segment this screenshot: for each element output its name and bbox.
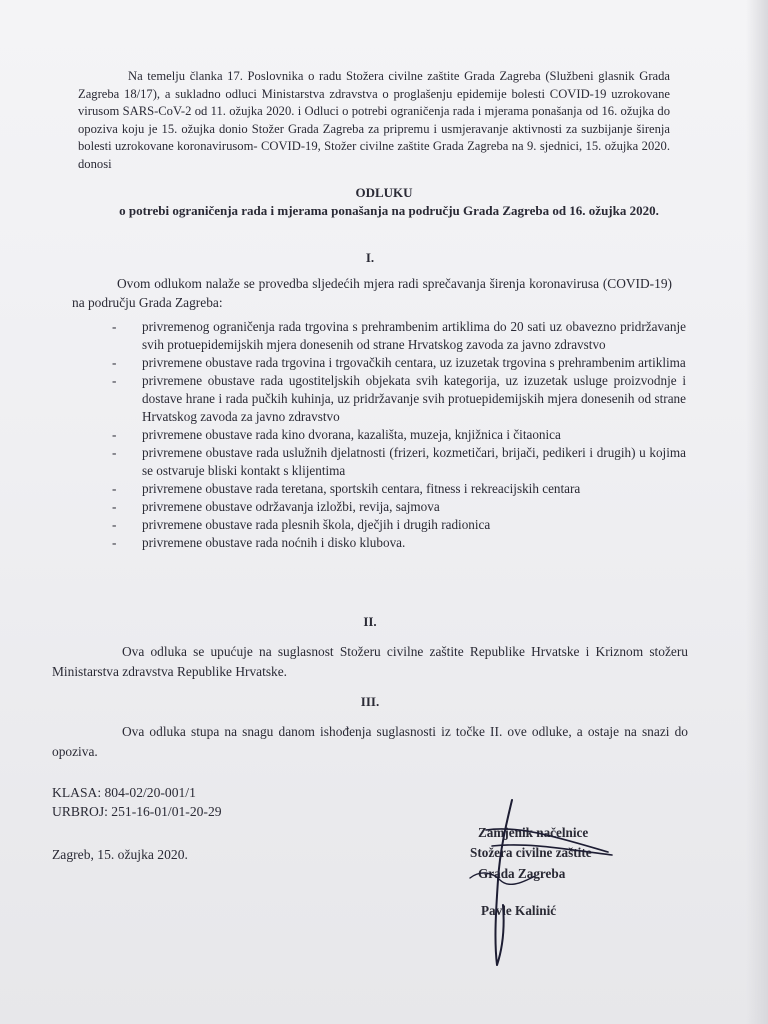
klasa-reference: KLASA: 804-02/20-001/1 [52,785,196,800]
signatory-title-line-1: Zamjenik načelnice [478,825,589,840]
signatory-title-line-3: Grada Zagreba [478,866,566,881]
preamble-paragraph: Na temelju članka 17. Poslovnika o radu Stožera civilne zaštite Grada Zagreba (Službeni glasnik Grada Zagreba 18/17), a sukladno odluci Ministarstva zdravstva o proglašenju epidemije bolesti COVID-19 uzrokovane virusom SARS-CoV-2 od 11. ožujka 2020. i Odluci o potrebi ograničenja rada i mjerama ponašanja od 16. ožujka do opoziva koju je 15. ožujka donio Stožer Grada Zagreba za pripremu i usmjeravanje aktivnosti za suzbijanje širenja bolesti uzrokovane koronavirusom- COVID-19, Stožer civilne zaštite Grada Zagreba na 9. sjednici, 15. ožujka 2020. donosi [78,69,670,171]
document-subtitle: o potrebi ograničenja rada i mjerama ponašanja na području Grada Zagreba od 16. ožujka 2020. [119,203,659,218]
page-edge-shadow [746,0,768,1024]
section-3-text: Ova odluka stupa na snagu danom ishođenja suglasnosti iz točke II. ove odluke, a ostaje na snazi do opoziva. [52,724,688,759]
section-heading-2: II. [363,614,377,629]
section-heading-1: I. [365,250,375,265]
place-date: Zagreb, 15. ožujka 2020. [52,847,188,862]
document-title: ODLUKU [355,185,413,200]
signatory-title-line-2: Stožera civilne zaštite [470,845,592,860]
section-heading-3: III. [360,694,380,709]
list-item: - privremene obustave rada kino dvorana, kazališta, muzeja, knjižnica i čitaonica [112,427,561,442]
list-item: - privremene obustave rada trgovina i trgovačkih centara, uz izuzetak trgovina s prehrambenim artiklima [112,355,686,370]
list-item: - privremene obustave rada noćnih i disko klubova. [112,535,406,550]
section-1-intro: Ovom odlukom nalaže se provedba sljedećih mjera radi sprečavanja širenja koronavirusa (COVID-19) na području Grada Zagreba: [72,276,672,310]
urbroj-reference: URBROJ: 251-16-01/01-20-29 [52,804,222,819]
list-item: - privremene obustave rada teretana, sportskih centara, fitness i rekreacijskih centara [112,481,581,496]
measures-list [112,318,686,552]
list-item: - privremene obustave održavanja izložbi, revija, sajmova [112,499,440,514]
list-item: - privremene obustave rada plesnih škola, dječjih i drugih radionica [112,517,491,532]
signatory-name: Pavle Kalinić [481,903,557,918]
list-item: - privremene obustave rada ugostiteljskih objekata svih kategorija, uz izuzetak usluge proizvodnje i dostave hrane i rada pučkih kuhinja, uz pridržavanje svih protuepidemijskih mjera donesenih od strane Hrvatskog zavoda za javno zdravstvo [112,373,686,424]
list-item: - privremene obustave rada uslužnih djelatnosti (frizeri, kozmetičari, brijači, pedikeri i drugih) u kojima se ostvaruje bliski kontakt s klijentima [112,445,686,478]
section-2-text: Ova odluka se upućuje na suglasnost Stožeru civilne zaštite Republike Hrvatske i Kriznom stožeru Ministarstva zdravstva Republike Hrvatske. [52,644,688,679]
list-item: - privremenog ograničenja rada trgovina s prehrambenim artiklima do 20 sati uz obavezno pridržavanje svih protuepidemijskih mjera donesenih od strane Hrvatskog zavoda za javno zdravstvo [112,319,686,352]
